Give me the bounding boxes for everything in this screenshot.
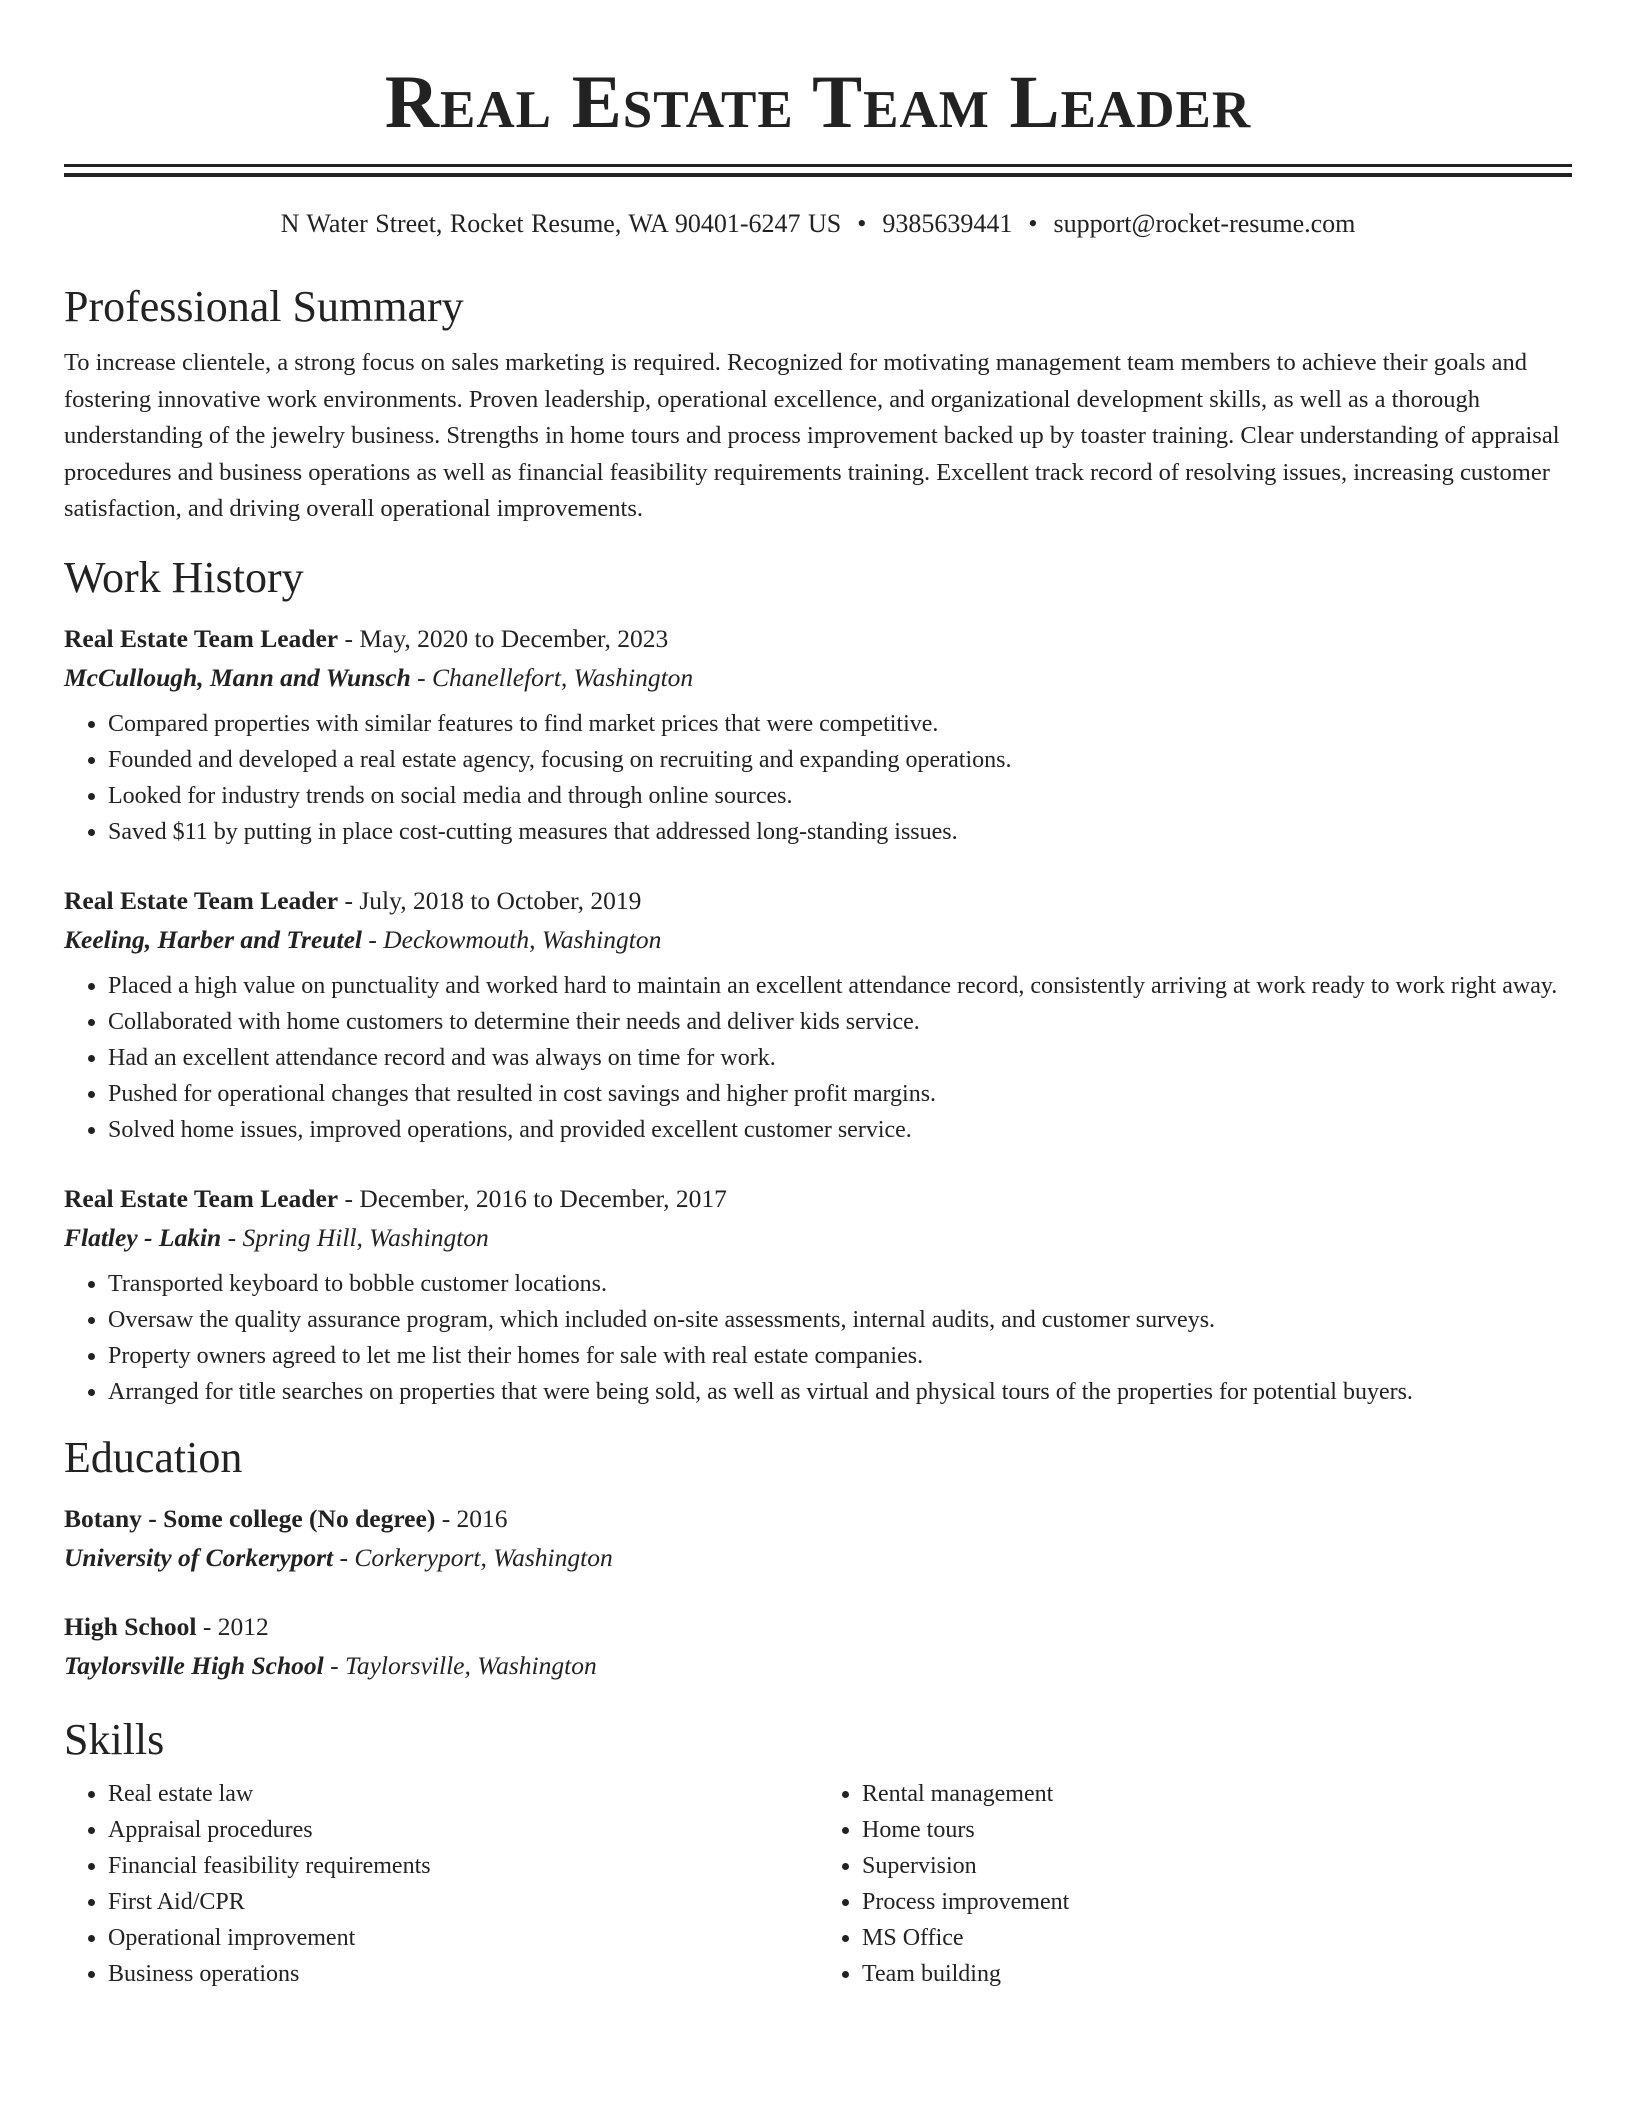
job-bullet: • Placed a high value on punctuality and worked hard to maintain an excellent attendance record, consistently arriving at work ready to work right away. (108, 968, 1572, 1004)
education-school-line (64, 1646, 1572, 1686)
job-bullets (64, 1266, 1572, 1410)
skill-item: • MS Office (862, 1920, 1572, 1956)
contact-email: support@rocket-resume.com (1053, 209, 1356, 238)
job-entry (64, 882, 1572, 1148)
education-degree: Botany - Some college (No degree) (64, 1503, 436, 1533)
job-bullet: • Founded and developed a real estate agency, focusing on recruiting and expanding operations. (108, 742, 1572, 778)
education-location: - Taylorsville, Washington (323, 1650, 597, 1680)
job-bullet: • Had an excellent attendance record and was always on time for work. (108, 1040, 1572, 1076)
job-company: Flatley - Lakin (64, 1222, 222, 1252)
education-entry (64, 1500, 1572, 1578)
work-history-heading: Work History (64, 552, 304, 602)
skill-item: • First Aid/CPR (108, 1884, 818, 1920)
education-heading: Education (64, 1432, 243, 1482)
skills-left-column (64, 1776, 818, 1992)
contact-address: N Water Street, Rocket Resume, WA 90401-6247 US (280, 209, 842, 238)
job-bullet: • Arranged for title searches on properties that were being sold, as well as virtual and physical tours of the properties for potential buyers. (108, 1374, 1572, 1410)
job-company-line (64, 658, 1572, 698)
contact-separator: • (857, 209, 867, 238)
contact-phone: 9385639441 (882, 209, 1013, 238)
job-dates: - May, 2020 to December, 2023 (338, 623, 669, 653)
contact-separator: • (1028, 209, 1038, 238)
job-company: McCullough, Mann and Wunsch (64, 662, 411, 692)
skill-item: • Real estate law (108, 1776, 818, 1812)
skill-item: • Business operations (108, 1956, 818, 1992)
skill-item: • Home tours (862, 1812, 1572, 1848)
job-bullet: • Compared properties with similar features to find market prices that were competitive. (108, 706, 1572, 742)
skills-right-column (818, 1776, 1572, 1992)
education-degree: High School (64, 1611, 197, 1641)
job-bullets (64, 968, 1572, 1148)
job-location: - Deckowmouth, Washington (361, 924, 662, 954)
job-dates: - December, 2016 to December, 2017 (338, 1183, 727, 1213)
contact-line (64, 207, 1572, 241)
job-entry (64, 1180, 1572, 1410)
job-title-line (64, 882, 1572, 920)
job-bullet: • Looked for industry trends on social media and through online sources. (108, 778, 1572, 814)
education-degree-line (64, 1608, 1572, 1646)
summary-heading: Professional Summary (64, 282, 464, 331)
job-bullet: • Pushed for operational changes that resulted in cost savings and higher profit margins. (108, 1076, 1572, 1112)
education-school-line (64, 1538, 1572, 1578)
job-entry (64, 620, 1572, 850)
skill-item: • Rental management (862, 1776, 1572, 1812)
summary-text: To increase clientele, a strong focus on sales marketing is required. Recognized for motivating management team members to achieve their goals and fostering innovative work environments. Proven leadership, operational excellence, and organizational development skills, as well as a thorough understanding of the jewelry business. Strengths in home tours and process improvement backed up by toaster training. Clear understanding of appraisal procedures and business operations as well as financial feasibility requirements training. Excellent track record of resolving issues, increasing customer satisfaction, and driving overall operational improvements. (64, 349, 1560, 522)
education-year: - 2012 (196, 1611, 269, 1641)
education-year: - 2016 (435, 1503, 508, 1533)
job-bullets (64, 706, 1572, 850)
education-location: - Corkeryport, Washington (333, 1542, 613, 1572)
skill-item: • Team building (862, 1956, 1572, 1992)
job-company: Keeling, Harber and Treutel (64, 924, 362, 954)
title-double-rule (64, 164, 1572, 177)
job-title-line (64, 1180, 1572, 1218)
skill-item: • Process improvement (862, 1884, 1572, 1920)
skill-item: • Supervision (862, 1848, 1572, 1884)
job-dates: - July, 2018 to October, 2019 (338, 885, 642, 915)
job-title: Real Estate Team Leader (64, 1183, 339, 1213)
education-degree-line (64, 1500, 1572, 1538)
job-title-line (64, 620, 1572, 658)
job-location: - Spring Hill, Washington (221, 1222, 489, 1252)
resume-title: Real Estate Team Leader (384, 61, 1252, 144)
skills-grid (64, 1776, 1572, 1992)
job-bullet: • Property owners agreed to let me list their homes for sale with real estate companies. (108, 1338, 1572, 1374)
job-location: - Chanellefort, Washington (410, 662, 694, 692)
education-school: Taylorsville High School (64, 1650, 324, 1680)
skill-item: • Appraisal procedures (108, 1812, 818, 1848)
skill-item: • Financial feasibility requirements (108, 1848, 818, 1884)
job-company-line (64, 1218, 1572, 1258)
job-company-line (64, 920, 1572, 960)
education-school: University of Corkeryport (64, 1542, 334, 1572)
job-title: Real Estate Team Leader (64, 623, 339, 653)
job-title: Real Estate Team Leader (64, 885, 339, 915)
job-bullet: • Collaborated with home customers to determine their needs and deliver kids service. (108, 1004, 1572, 1040)
skills-heading: Skills (64, 1714, 165, 1764)
job-bullet: • Solved home issues, improved operations, and provided excellent customer service. (108, 1112, 1572, 1148)
job-bullet: • Saved $11 by putting in place cost-cutting measures that addressed long-standing issues. (108, 814, 1572, 850)
skill-item: • Operational improvement (108, 1920, 818, 1956)
education-entry (64, 1608, 1572, 1686)
resume-page (64, 0, 1572, 1992)
job-bullet: • Transported keyboard to bobble customer locations. (108, 1266, 1572, 1302)
job-bullet: • Oversaw the quality assurance program, which included on-site assessments, internal audits, and customer surveys. (108, 1302, 1572, 1338)
